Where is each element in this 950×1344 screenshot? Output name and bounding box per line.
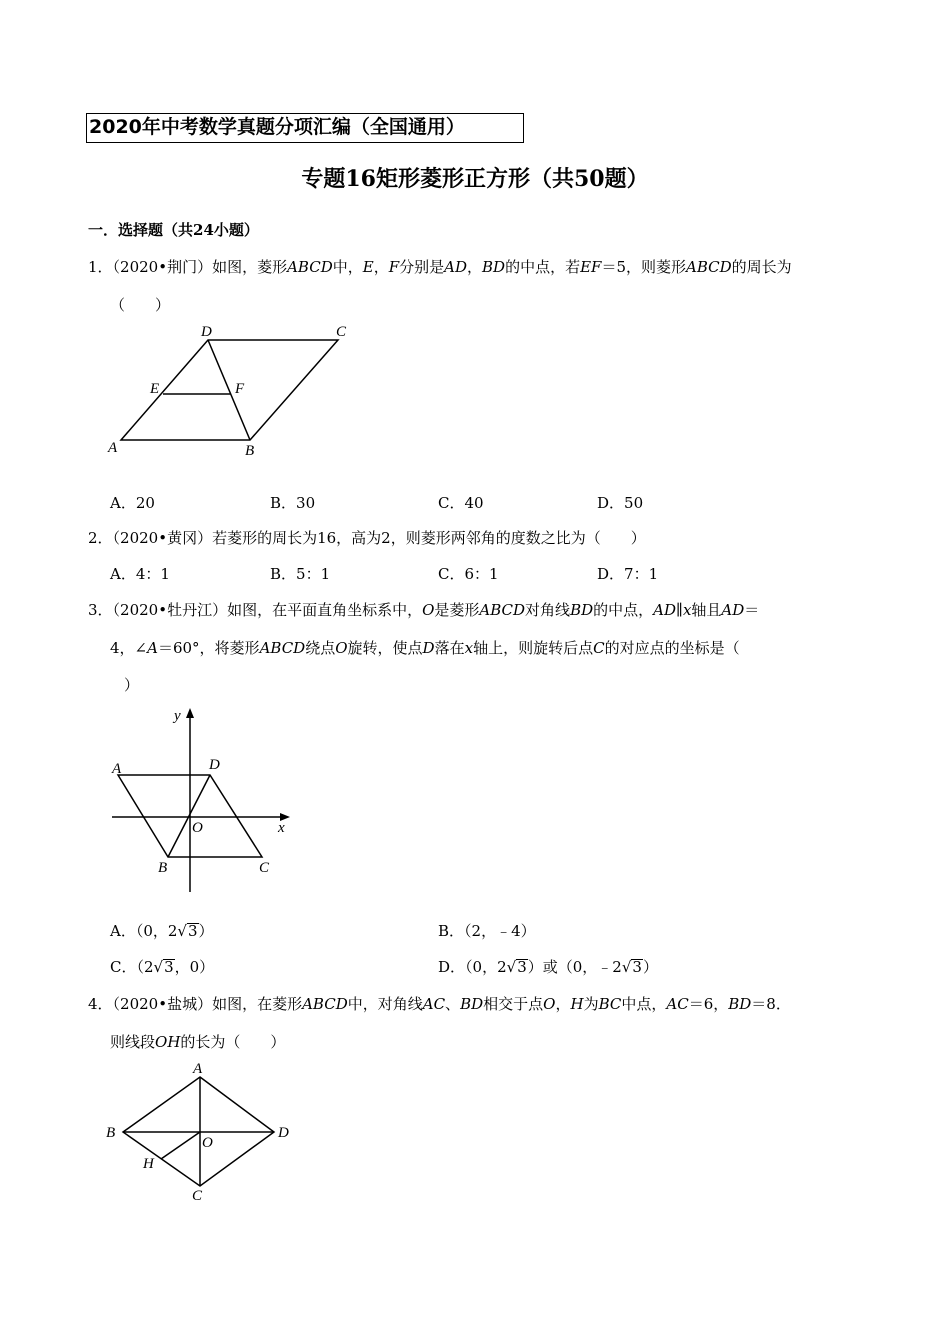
q1-option-c[interactable]: C．40	[438, 494, 484, 512]
section-heading: 一．选择题（共24小题）	[88, 221, 259, 239]
q1-option-a[interactable]: A．20	[110, 494, 155, 512]
series-header: 2020年中考数学真题分项汇编（全国通用）	[86, 113, 524, 143]
q1-label-D: D	[201, 324, 212, 340]
q1-label-A: A	[108, 440, 118, 456]
q3-figure	[100, 700, 300, 900]
q2-option-d[interactable]: D．7：1	[597, 565, 659, 583]
page-title: 专题16矩形菱形正方形（共50题）	[301, 166, 649, 192]
q4-label-H: H	[143, 1156, 154, 1172]
q2-option-c[interactable]: C．6：1	[438, 565, 499, 583]
q3-line1: 3．（2020•牡丹江）如图，在平面直角坐标系中，O是菱形ABCD对角线BD的中点，AD∥x轴且AD＝	[88, 601, 760, 619]
q4-label-B: B	[106, 1125, 116, 1141]
q4-line1: 4．（2020•盐城）如图，在菱形ABCD中，对角线AC、BD相交于点O，H为BC中点，AC＝6，BD＝8．	[88, 995, 791, 1013]
q3-label-D: D	[209, 757, 220, 773]
q3-option-a[interactable]: A．（0，2√3）	[110, 922, 214, 940]
q3-option-b[interactable]: B．（2，﹣4）	[438, 922, 536, 940]
q2-option-a[interactable]: A．4：1	[110, 565, 170, 583]
q1-figure	[100, 318, 360, 468]
q1-label-C: C	[336, 324, 347, 340]
q3-label-B: B	[158, 860, 168, 876]
q4-label-A: A	[193, 1061, 203, 1077]
q1-label-E: E	[150, 381, 160, 397]
q4-label-O: O	[202, 1135, 213, 1151]
q3-line3: ）	[124, 676, 140, 694]
q3-label-x: x	[278, 820, 285, 836]
q1-line2: （ ）	[110, 296, 171, 314]
q4-label-C: C	[192, 1188, 203, 1204]
q1-option-d[interactable]: D．50	[597, 494, 644, 512]
q3-label-y: y	[174, 708, 181, 724]
q4-line2: 则线段OH的长为（ ）	[110, 1033, 286, 1051]
q3-option-d[interactable]: D．（0，2√3）或（0，﹣2√3）	[438, 958, 658, 976]
q3-label-C: C	[259, 860, 270, 876]
q1-label-B: B	[245, 443, 255, 459]
q4-label-D: D	[278, 1125, 289, 1141]
q4-figure	[100, 1055, 300, 1205]
q3-y-arrow	[186, 708, 194, 718]
q3-label-A: A	[112, 761, 122, 777]
q1-label-F: F	[235, 381, 245, 397]
q2-text: 2．（2020•黄冈）若菱形的周长为16，高为2，则菱形两邻角的度数之比为（ ）	[88, 529, 646, 547]
q3-option-c[interactable]: C．（2√3，0）	[110, 958, 215, 976]
q1-line1: 1．（2020•荆门）如图，菱形ABCD中，E，F分别是AD，BD的中点，若EF＝5，则菱形ABCD的周长为	[88, 258, 792, 276]
q1-option-b[interactable]: B．30	[270, 494, 316, 512]
q2-option-b[interactable]: B．5：1	[270, 565, 331, 583]
q3-line2: 4，∠A＝60°，将菱形ABCD绕点O旋转，使点D落在x轴上，则旋转后点C的对应点的坐标是（	[110, 639, 740, 657]
q3-label-O: O	[192, 820, 203, 836]
